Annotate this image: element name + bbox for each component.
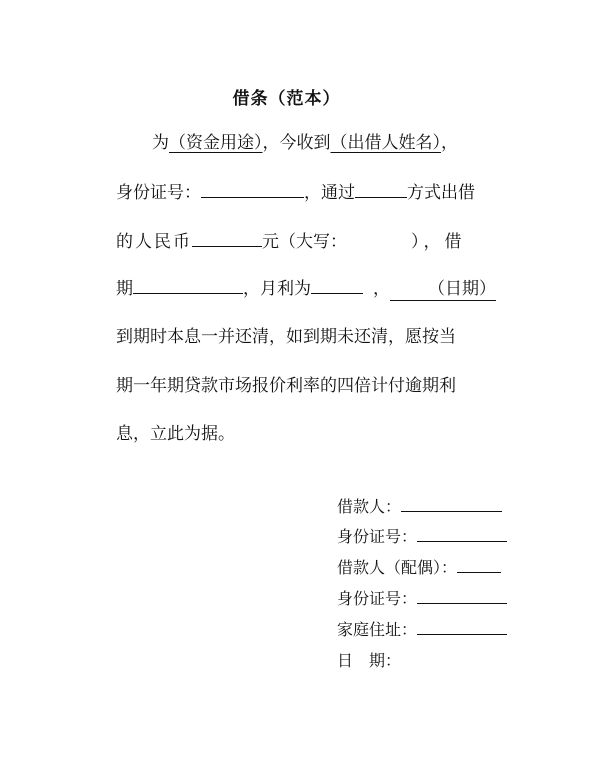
lender-name-placeholder: （出借人姓名） — [330, 133, 441, 153]
borrower-id-blank — [417, 527, 507, 542]
body-line-6: 期一年期贷款市场报价利率的四倍计付逾期利 — [116, 376, 456, 396]
spouse-blank — [457, 558, 501, 573]
body-line-1 — [152, 132, 458, 154]
document-title: 借条（范本） — [232, 89, 341, 109]
borrower-id-label: 身份证号： — [337, 527, 418, 546]
borrower-signature-row — [337, 497, 502, 517]
amount-blank — [192, 230, 262, 247]
signature-date-label: 日 期： — [337, 651, 402, 670]
monthly-rate-blank — [311, 277, 363, 294]
term-blank — [133, 277, 243, 294]
date-placeholder-text: （日期） — [428, 279, 496, 299]
currency-label: 的人民币 — [116, 232, 192, 252]
spouse-label: 借款人（配偶）： — [337, 558, 458, 577]
via-label: ，通过 — [304, 183, 355, 203]
id-number-blank — [201, 181, 304, 198]
borrower-id-row — [337, 527, 507, 547]
borrower-label: 借款人： — [337, 497, 402, 516]
line1-suffix: ， — [441, 133, 458, 153]
monthly-rate-label: ，月利为 — [243, 279, 311, 299]
line1-middle: ，今收到 — [262, 133, 331, 153]
date-placeholder — [390, 278, 496, 301]
body-line-2 — [116, 181, 475, 204]
term-label: 期 — [116, 279, 133, 299]
body-line-7: 息，立此为据。 — [116, 424, 235, 444]
body-line-5: 到期时本息一并还清，如到期未还清，愿按当 — [116, 327, 456, 347]
id-number-label: 身份证号： — [116, 183, 201, 203]
spouse-id-label: 身份证号： — [337, 589, 418, 608]
body-line-4 — [116, 277, 496, 301]
lending-method-suffix: 方式出借 — [407, 183, 475, 203]
spouse-id-blank — [417, 589, 507, 604]
amount-close: ），借 — [411, 232, 466, 252]
yuan-label: 元（大写： — [262, 232, 347, 252]
address-blank — [417, 620, 507, 635]
spouse-id-row — [337, 589, 507, 609]
line4-comma: ， — [373, 279, 390, 299]
fund-purpose-placeholder: （资金用途） — [169, 133, 263, 153]
signature-date-row — [337, 651, 401, 671]
address-row — [337, 620, 507, 640]
spouse-signature-row — [337, 558, 501, 578]
line1-prefix: 为 — [152, 133, 169, 153]
body-line-3 — [116, 230, 466, 253]
borrower-blank — [401, 497, 502, 512]
lending-method-blank — [355, 181, 407, 198]
address-label: 家庭住址： — [337, 620, 418, 639]
